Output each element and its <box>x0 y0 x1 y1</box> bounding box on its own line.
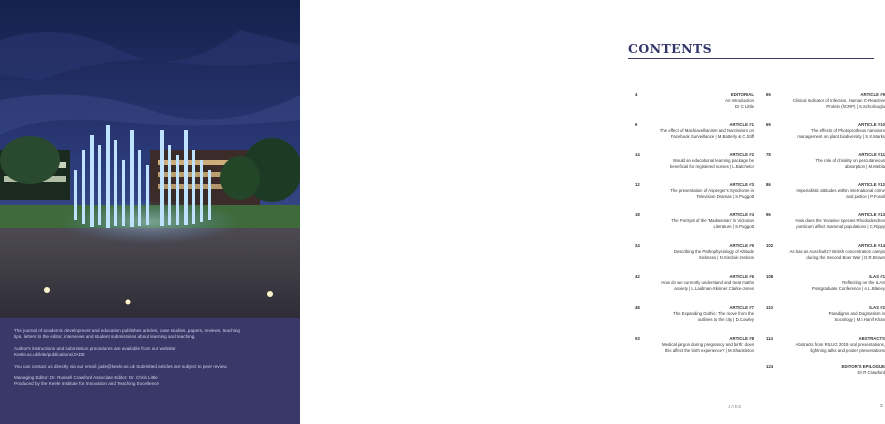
toc-author: Protein (hCRP) | S.Scholicoglu <box>826 104 885 110</box>
toc-category: ARTICLE #8 <box>729 336 754 341</box>
toc-author: management on plant biodiversity | S.X.Marks <box>797 134 885 140</box>
toc-author: Television Dramas | S.Puggott <box>696 194 754 200</box>
toc-description: Reflecting on the ILAS <box>842 280 885 286</box>
right-page <box>300 0 885 424</box>
toc-category: ARTICLE #11 <box>858 152 885 157</box>
toc-entry[interactable] <box>635 122 754 140</box>
toc-description: The presentation of Asperger's Syndrome in <box>670 188 754 194</box>
footer-page-number: 3 <box>880 403 883 408</box>
toc-author: Facebook Surveillance | M.Batterly & C.Stiff <box>670 134 754 140</box>
toc-description: The role of chirality on percutaneous <box>815 158 885 164</box>
toc-description: Abstracts from RILUG 2019 oral presentations, <box>795 342 885 348</box>
toc-category: ARTICLE #9 <box>860 92 885 97</box>
toc-category: ILAS #2 <box>869 305 885 310</box>
toc-description: How does the 'Invasive species Rhododendron <box>795 218 885 224</box>
toc-description: The Portryal of the 'Madwoman' in Victorian <box>671 218 754 224</box>
toc-page-number: 4 <box>635 92 638 97</box>
toc-category: ARTICLE #5 <box>729 243 754 248</box>
toc-page-number: 65 <box>766 92 771 97</box>
toc-page-number: 18 <box>635 212 640 217</box>
contents-title: CONTENTS <box>628 41 713 56</box>
toc-category: ARTICLE #10 <box>858 122 885 127</box>
toc-description: The effects of Photoprotheus nanosom <box>811 128 885 134</box>
toc-entry[interactable] <box>766 92 885 110</box>
toc-entry[interactable] <box>635 274 754 292</box>
toc-category: ABSTRACTS <box>858 336 885 341</box>
toc-entry[interactable] <box>766 364 885 376</box>
toc-category: ARTICLE #12 <box>858 182 885 187</box>
toc-entry[interactable] <box>635 92 754 110</box>
toc-category: ARTICLE #7 <box>729 305 754 310</box>
toc-description: The effect of Machiavellianism and Narcissism on <box>659 128 754 134</box>
toc-entry[interactable] <box>635 152 754 170</box>
toc-category: ARTICLE #1 <box>729 122 754 127</box>
toc-page-number: 12 <box>635 182 640 187</box>
toc-entry[interactable] <box>766 212 885 230</box>
toc-entry[interactable] <box>635 336 754 354</box>
toc-category: ILAS #1 <box>869 274 885 279</box>
toc-page-number: 14 <box>635 152 640 157</box>
toc-page-number: 53 <box>635 336 640 341</box>
toc-category: ARTICLE #4 <box>729 212 754 217</box>
toc-author: outlines to the city | D.Cowley <box>697 317 754 323</box>
toc-description: Would an educational learning package be <box>672 158 754 164</box>
toc-category: EDITORIAL <box>730 92 754 97</box>
toc-entry[interactable] <box>766 305 885 323</box>
toc-entry[interactable] <box>766 274 885 292</box>
toc-entry[interactable] <box>766 182 885 200</box>
toc-author: absorption | M.Mebla <box>844 164 885 170</box>
toc-author: Dr R Crawford <box>857 370 885 376</box>
toc-author: ponticum affect mammal populations | C.Rippy <box>796 224 885 230</box>
toc-description: Clinical Indicator of Infection, Human C-Reactive <box>792 98 885 104</box>
toc-entry[interactable] <box>766 122 885 140</box>
toc-category: ARTICLE #2 <box>729 152 754 157</box>
toc-page-number: 6 <box>635 122 638 127</box>
toc-author: Dr C Little <box>734 104 754 110</box>
toc-entry[interactable] <box>766 336 885 354</box>
toc-page-number: 48 <box>635 305 640 310</box>
title-divider <box>628 58 874 59</box>
website-link[interactable]: Keele.ac.uk/kite/publications/JADE <box>14 352 85 358</box>
journal-info-text <box>14 328 292 393</box>
toc-page-number: 78 <box>766 152 771 157</box>
toc-entry[interactable] <box>766 152 885 170</box>
toc-page-number: 42 <box>635 274 640 279</box>
journal-description: The journal of academic development and education publishes articles, case studies, papers, reviews, teaching tips, letters to the editor, interviews and student submissions about learning and teaching. <box>14 328 240 340</box>
toc-author: Sociology | M.I.Hanif Khan <box>834 317 885 323</box>
editors-credit: Managing Editor: Dr. Russell Crawford Associate Editor: Dr. Chris Little Produced by the Keele Institute for Innovation and Teaching Excellence <box>14 375 159 387</box>
toc-description: Describing the Pathophysiology of Altitude <box>673 249 754 255</box>
toc-author: this affect the birth experience? | M.Shackleton <box>664 348 754 354</box>
toc-description: Medical jargon during pregnancy and birth: does <box>662 342 754 348</box>
toc-description: Imperialistic attitudes within international crime <box>796 188 885 194</box>
toc-page-number: 110 <box>766 305 773 310</box>
toc-entry[interactable] <box>635 243 754 261</box>
toc-category: ARTICLE #6 <box>729 274 754 279</box>
toc-category: EDITOR'S EPILOGUE <box>841 364 885 369</box>
toc-author: Postgraduate Conference | A.L.Blaney <box>811 286 885 292</box>
toc-page-number: 96 <box>766 212 771 217</box>
toc-entry[interactable] <box>635 182 754 200</box>
toc-description: Paradigms and Dogmatism in <box>828 311 885 317</box>
left-page <box>0 0 300 424</box>
toc-page-number: 86 <box>766 182 771 187</box>
toc-entry[interactable] <box>766 243 885 261</box>
contact-line: You can contact us directly via our email: jade@keele.ac.uk Submitted articles are subject to peer review. <box>14 363 228 369</box>
toc-page-number: 124 <box>766 364 774 369</box>
toc-description: As bas as Auschwitz? British concentration camps <box>789 249 885 255</box>
toc-author: beneficial for registered nurses | L.Batchelor <box>670 164 754 170</box>
toc-author: during the Second Boer War | O.R.Brown <box>806 255 885 261</box>
toc-page-number: 108 <box>766 274 774 279</box>
toc-author: and justice | P.Fossil <box>846 194 885 200</box>
journal-info-panel <box>0 318 300 424</box>
toc-author: Literature | S.Puggott <box>713 224 754 230</box>
toc-description: An Introduction <box>725 98 754 104</box>
cover-photo <box>0 0 300 318</box>
toc-author: lightning talks and poster presentations <box>810 348 885 354</box>
toc-page-number: 114 <box>766 336 773 341</box>
toc-page-number: 69 <box>766 122 771 127</box>
toc-category: ARTICLE #3 <box>729 182 754 187</box>
toc-entry[interactable] <box>635 305 754 323</box>
toc-author: anxiety | L.Laidman-Skinner Clarke-Jones <box>674 286 754 292</box>
toc-description: The Expanding Gothic: The move from the <box>673 311 754 317</box>
toc-page-number: 102 <box>766 243 774 248</box>
toc-entry[interactable] <box>635 212 754 230</box>
toc-page-number: 24 <box>635 243 640 248</box>
submission-instructions: Author's instructions and submission procedures are available from our website: Keele.ac.uk/kite/publications/JADE <box>14 346 292 359</box>
toc-category: ARTICLE #13 <box>858 212 885 217</box>
footer-journal-name: JADE <box>728 404 743 409</box>
toc-author: Sickness | N.Sinclair-Jenkins <box>698 255 754 261</box>
toc-category: ARTICLE #14 <box>858 243 885 248</box>
toc-description: How do we currently understand and treat maths <box>661 280 754 286</box>
